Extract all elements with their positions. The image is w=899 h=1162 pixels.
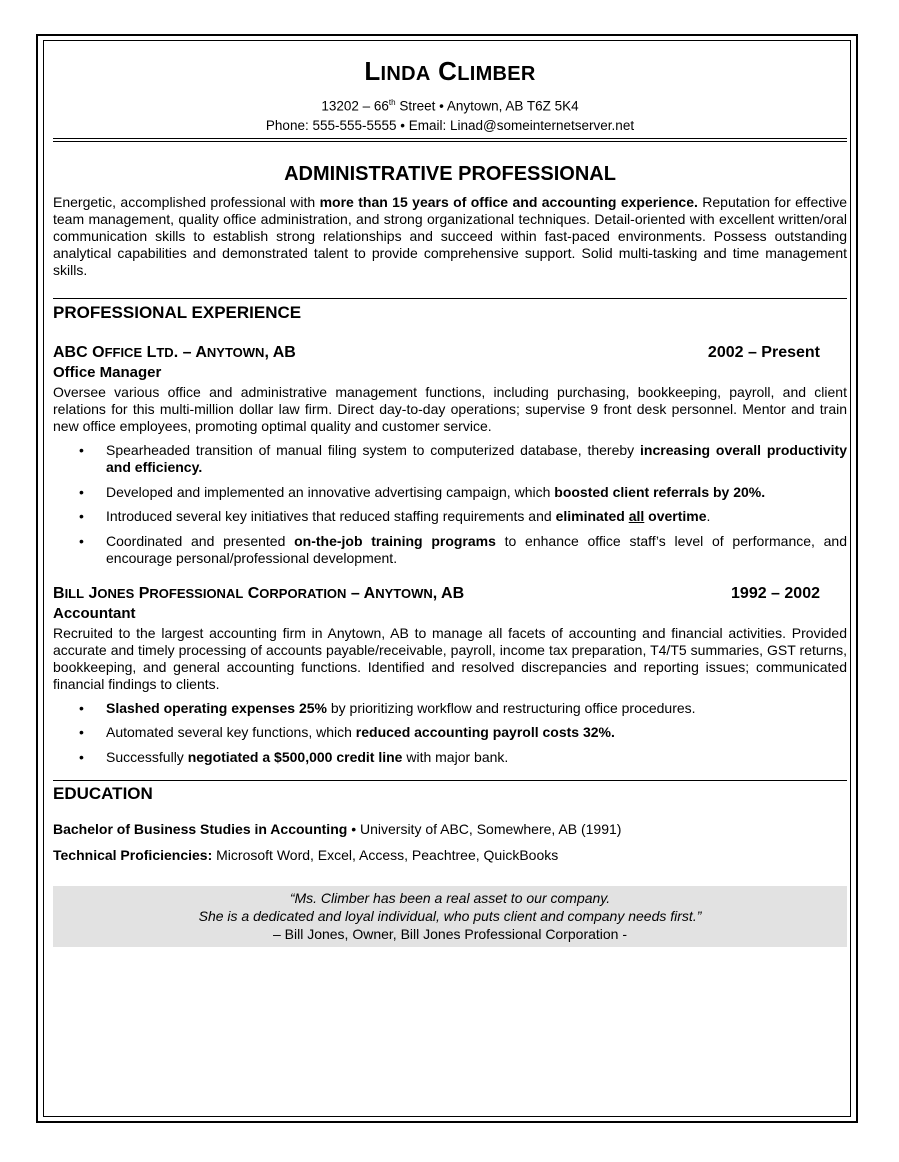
company-name: BILL JONES PROFESSIONAL CORPORATION – ANYTOWN, AB: [53, 584, 465, 602]
job-description: Oversee various office and administrative management functions, including purchasing, bookkeeping, payroll, and client relations for this multi-million dollar law firm. Direct day-to-day operations; supervise 9 front desk personnel. Mentor and train new office employees, promoting optimal quality and customer service.: [53, 383, 847, 434]
list-item: • Slashed operating expenses 25% by prioritizing workflow and restructuring office procedures.: [79, 699, 696, 716]
section-divider: [53, 780, 847, 781]
testimonial-quote: [53, 886, 847, 947]
resume-title: ADMINISTRATIVE PROFESSIONAL: [284, 162, 616, 185]
job-achievements: [53, 442, 847, 568]
job-role: Accountant: [53, 604, 136, 622]
job-role: Office Manager: [53, 363, 162, 381]
bullet-icon: •: [79, 748, 84, 765]
list-item: • Automated several key functions, which reduced accounting payroll costs 32%.: [79, 724, 615, 740]
bullet-icon: •: [79, 724, 84, 740]
list-item: • Coordinated and presented on-the-job training programs to enhance office staff’s level of performance, and encourage personal/professional development.: [79, 532, 847, 566]
bullet-icon: •: [79, 508, 84, 524]
experience-heading: PROFESSIONAL EXPERIENCE: [53, 302, 302, 322]
bullet-icon: •: [79, 441, 84, 458]
list-item: • Successfully negotiated a $500,000 credit line with major bank.: [79, 748, 509, 765]
job-dates: 1992 – 2002: [731, 584, 820, 602]
section-divider: [53, 298, 847, 299]
quote-line: She is a dedicated and loyal individual, who puts client and company needs first.”: [198, 908, 702, 924]
list-item: • Introduced several key initiatives that reduced staffing requirements and eliminated all overtime.: [79, 508, 711, 524]
contact-block: [53, 93, 847, 135]
summary-paragraph: Energetic, accomplished professional with more than 15 years of office and accounting experience. Reputation for effective team management, quality office administration, and strong organizational techniques. Detail-oriented with excellent written/oral communication skills to establish strong relationships and succeed within fast-paced environments. Possess outstanding analytical capabilities and demonstrated talent to provide comprehensive support. Solid multi-tasking and time management skills.: [53, 193, 848, 278]
bullet-icon: •: [79, 532, 84, 549]
bullet-icon: •: [79, 699, 84, 716]
degree-line: Bachelor of Business Studies in Accounting • University of ABC, Somewhere, AB (1991): [53, 821, 622, 837]
list-item: • Spearheaded transition of manual filing system to computerized database, thereby increasing overall productivity and efficiency.: [79, 441, 847, 475]
bullet-icon: •: [79, 483, 84, 500]
job-header: [53, 343, 847, 363]
address-line: 13202 – 66th Street • Anytown, AB T6Z 5K4: [321, 98, 579, 114]
list-item: • Developed and implemented an innovative advertising campaign, which boosted client referrals by 20%.: [79, 483, 766, 500]
job-achievements: [53, 700, 847, 767]
quote-attribution: – Bill Jones, Owner, Bill Jones Professional Corporation -: [272, 926, 628, 942]
header-divider: [53, 138, 847, 142]
education-heading: EDUCATION: [53, 784, 153, 803]
phone-email-line: Phone: 555-555-5555 • Email: Linad@someinternetserver.net: [265, 117, 635, 133]
job-dates: 2002 – Present: [707, 343, 820, 361]
technical-proficiencies: Technical Proficiencies: Microsoft Word, Excel, Access, Peachtree, QuickBooks: [53, 847, 559, 863]
candidate-name: LINDA CLIMBER: [364, 56, 536, 86]
job-header: [53, 584, 847, 604]
job-description: Recruited to the largest accounting firm in Anytown, AB to manage all facets of accounting and financial activities. Provided accurate and timely processing of accounts payable/receivable, payroll, income tax preparation, T4/T5 summaries, GST returns, bookkeeping, and general accounting functions. Identified and resolved discrepancies and reporting issues; communicated financial findings to clients.: [53, 624, 847, 692]
company-name: ABC OFFICE LTD. – ANYTOWN, AB: [53, 343, 296, 361]
resume-content: [53, 56, 847, 947]
quote-line: “Ms. Climber has been a real asset to our company.: [289, 890, 611, 906]
